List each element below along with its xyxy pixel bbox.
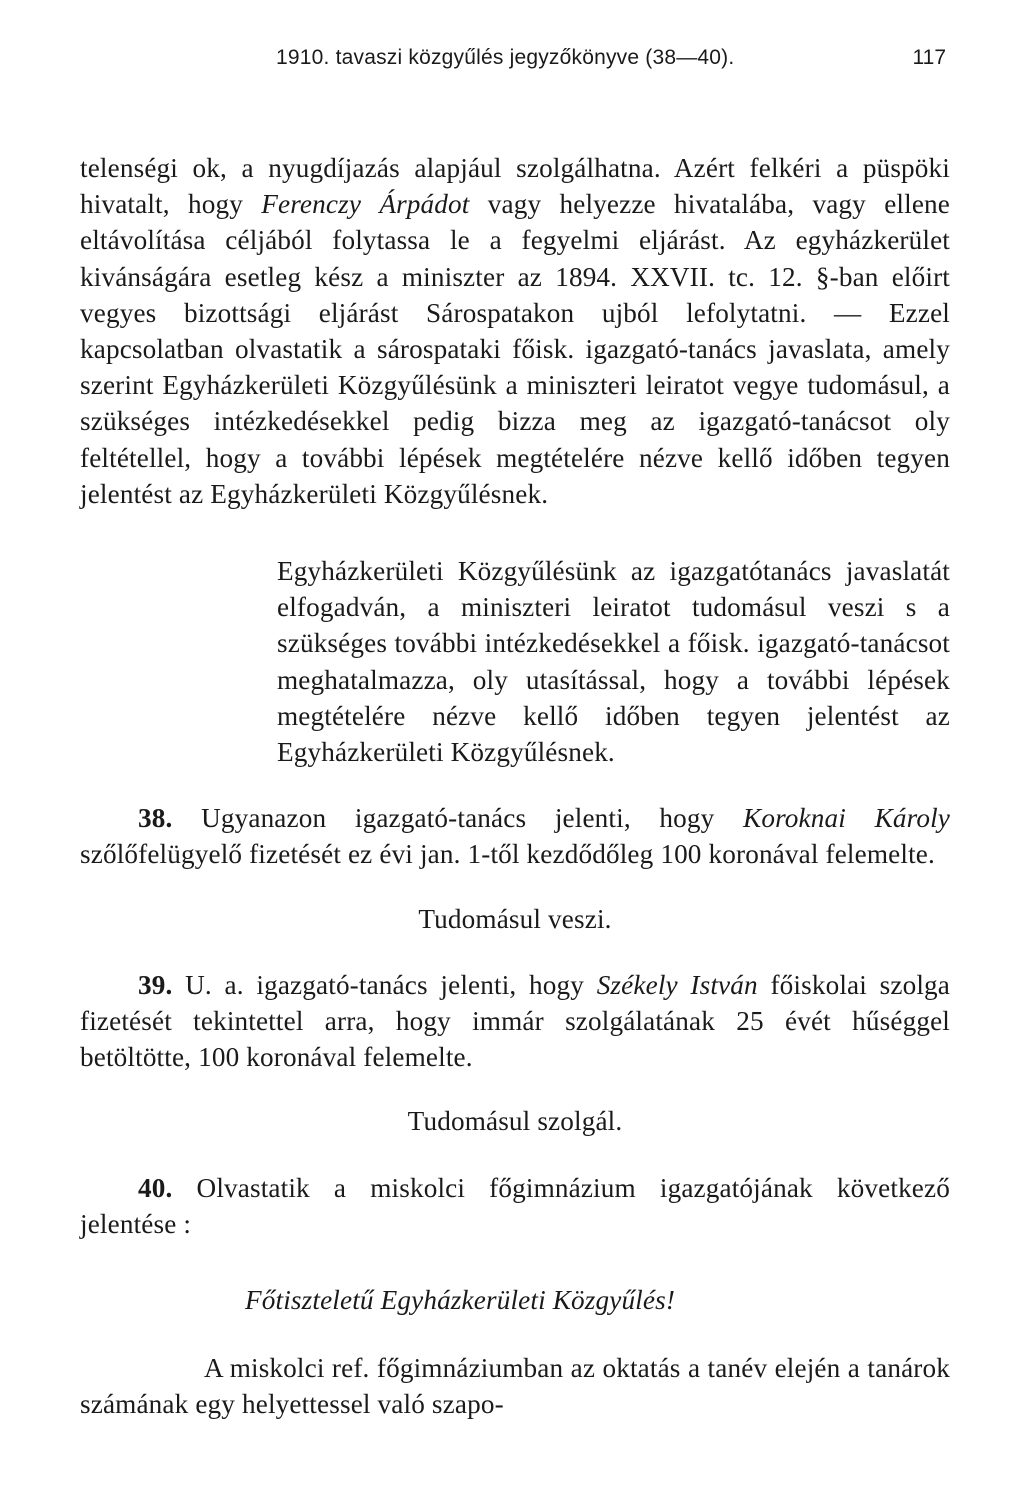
decision-39: Tudomásul szolgál.: [407, 1106, 623, 1137]
item-text: U. a. igazgató-tanács jelenti, hogy: [172, 969, 597, 1000]
letter-body: A miskolci ref. főgimnáziumban az oktatás a tanév elején a tanárok számának egy helyettessel való szapo-: [80, 1353, 950, 1420]
person-name: Koroknai Károly: [743, 803, 951, 834]
item-number: 40.: [138, 1172, 173, 1203]
item-38: [80, 800, 950, 872]
item-text: Olvastatik a miskolci főgimnázium igazgatójának következő jelentése :: [80, 1172, 950, 1239]
item-text: szőlőfelügyelő fizetését ez évi jan. 1-től kezdődőleg 100 koronával felemelte.: [80, 839, 935, 870]
resolution-paragraph: Egyházkerületi Közgyűlésünk az igazgatótanács javaslatát elfogadván, a miniszteri leiratot tudomásul veszi s a szükséges további intézkedésekkel a főisk. igazgató-tanácsot meghatalmazza, oly utasítással, hogy a további lépések megtételére nézve kellő időben tegyen jelentést az Egyházkerületi Közgyűlésnek.: [277, 556, 950, 768]
body-text: [80, 150, 950, 1423]
item-number: 39.: [138, 969, 173, 1000]
page-header: [80, 40, 950, 80]
person-name: Székely István: [596, 969, 758, 1000]
letter-salutation: [80, 1282, 950, 1318]
item-text: Ugyanazon igazgató-tanács jelenti, hogy: [172, 803, 744, 834]
page-number: 117: [912, 46, 946, 69]
item-paragraph: [80, 800, 950, 872]
item-paragraph: [80, 1170, 950, 1242]
item-paragraph: [80, 967, 950, 1076]
paragraph-text: telenségi ok, a nyugdíjazás alapjául szolgálhatna. Azért felkéri a püspöki hivatalt, hogy: [80, 153, 950, 220]
item-number: 38.: [138, 803, 173, 834]
decision-38: Tudomásul veszi.: [418, 903, 612, 934]
running-title: 1910. tavaszi közgyűlés jegyzőkönyve (38—40).: [276, 46, 735, 69]
salutation-text: Főtiszteletű Egyházkerületi Közgyűlés!: [245, 1285, 676, 1316]
paragraph-ministerial-letter: [80, 150, 950, 512]
item-39: [80, 967, 950, 1076]
item-40: [80, 1170, 950, 1242]
person-name: Ferenczy Árpádot: [261, 189, 470, 220]
item-text: főiskolai szolga fizetését tekintettel arra, hogy immár szolgálatának 25 évét hűséggel betöltötte, 100 koronával felemelte.: [80, 969, 950, 1073]
paragraph-text: vagy helyezze hivatalába, vagy ellene eltávolítása céljából folytassa le a fegyelmi eljárást. Az egyházkerület kivánságára esetleg kész a miniszter az 1894. XXVII. tc. 12. §-ban előirt vegyes bizottsági eljárást Sárospatakon ujból lefolytatni. — Ezzel kapcsolatban olvastatik a sárospataki főisk. igazgató-tanács javaslata, amely szerint Egyházkerületi Közgyűlésünk a miniszteri leiratot vegye tudomásul, a szükséges intézkedésekkel pedig bizza meg az igazgató-tanácsot oly feltétellel, hogy a további lépések megtételére nézve kellő időben tegyen jelentést az Egyházkerületi Közgyűlésnek.: [80, 189, 950, 509]
